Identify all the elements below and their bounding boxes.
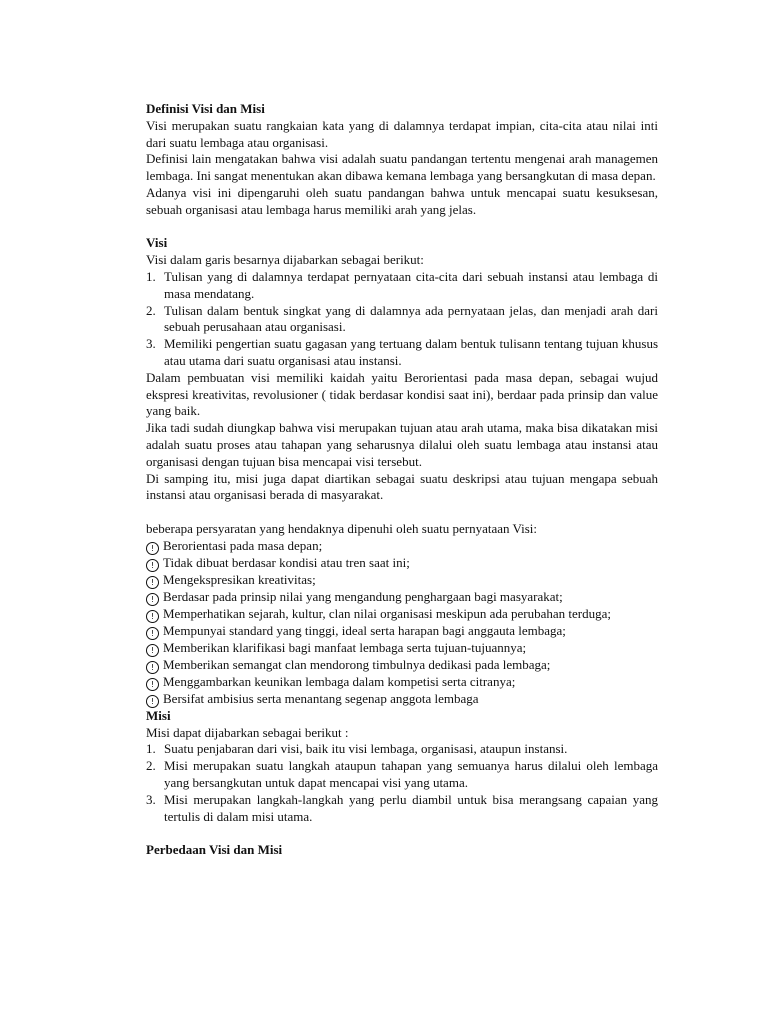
list-item xyxy=(146,589,658,606)
exclamation-circle-icon: ! xyxy=(146,678,159,691)
list-item-text: Bersifat ambisius serta menantang segenap anggota lembaga xyxy=(163,690,479,706)
list-number: 3. xyxy=(146,791,156,807)
spacer xyxy=(146,219,658,236)
paragraph: Jika tadi sudah diungkap bahwa visi merupakan tujuan atau arah utama, maka bisa dikatakan misi adalah suatu proses atau tahapan yang seharusnya dilalui oleh suatu lembaga atau instansi atau organisasi dengan tujuan bisa mencapai visi tersebut. xyxy=(146,420,658,469)
exclamation-circle-icon: ! xyxy=(146,695,159,708)
exclamation-circle-icon: ! xyxy=(146,576,159,589)
list-item xyxy=(146,640,658,657)
list-number: 1. xyxy=(146,741,156,757)
misi-numbered-list xyxy=(146,741,658,825)
list-item-text: Memperhatikan sejarah, kultur, clan nilai organisasi meskipun ada perubahan terduga; xyxy=(163,605,611,621)
list-item xyxy=(146,606,658,623)
list-number: 2. xyxy=(146,302,156,318)
section-title-definisi: Definisi Visi dan Misi xyxy=(146,101,265,116)
exclamation-circle-icon: ! xyxy=(146,593,159,606)
requirements-list xyxy=(146,538,658,708)
list-item xyxy=(146,623,658,640)
list-number: 1. xyxy=(146,268,156,284)
list-item-text: Berdasar pada prinsip nilai yang mengandung penghargaan bagi masyarakat; xyxy=(163,588,563,604)
requirements-intro: beberapa persyaratan yang hendaknya dipenuhi oleh suatu pernyataan Visi: xyxy=(146,520,538,536)
list-item-text: Memberikan semangat clan mendorong timbulnya dedikasi pada lembaga; xyxy=(163,656,551,672)
exclamation-circle-icon: ! xyxy=(146,644,159,657)
list-item xyxy=(146,555,658,572)
list-item-text: Mempunyai standard yang tinggi, ideal serta harapan bagi anggauta lembaga; xyxy=(163,622,566,638)
list-item-text: Suatu penjabaran dari visi, baik itu visi lembaga, organisasi, ataupun instansi. xyxy=(164,741,568,757)
paragraph: Di samping itu, misi juga dapat diartikan sebagai suatu deskripsi atau tujuan mengapa sebuah instansi atau organisasi berada di masyarakat. xyxy=(146,470,658,503)
list-item xyxy=(146,303,658,337)
visi-numbered-list xyxy=(146,269,658,370)
list-item-text: Tidak dibuat berdasar kondisi atau tren saat ini; xyxy=(163,554,410,570)
list-item-text: Berorientasi pada masa depan; xyxy=(163,537,323,553)
list-item xyxy=(146,674,658,691)
list-number: 2. xyxy=(146,758,156,774)
section-title-perbedaan: Perbedaan Visi dan Misi xyxy=(146,842,283,858)
list-item xyxy=(146,538,658,555)
section-title-misi: Misi xyxy=(146,707,171,723)
list-item-text: Misi merupakan langkah-langkah yang perlu diambil untuk bisa merangsang capaian yang tertulis di dalam misi utama. xyxy=(164,791,658,824)
list-item-text: Tulisan yang di dalamnya terdapat pernyataan cita-cita dari sebuah instansi atau lembaga di masa mendatang. xyxy=(164,268,658,301)
list-item xyxy=(146,758,658,792)
list-item xyxy=(146,741,658,758)
list-item-text: Mengekspresikan kreativitas; xyxy=(163,571,316,587)
list-item-text: Tulisan dalam bentuk singkat yang di dalamnya ada pernyataan jelas, dan menjadi arah dari sebuah perusahaan atau organisasi. xyxy=(164,302,658,335)
list-number: 3. xyxy=(146,336,156,352)
spacer xyxy=(146,825,658,842)
paragraph: Adanya visi ini dipengaruhi oleh suatu pandangan bahwa untuk mencapai suatu kesuksesan, sebuah organisasi atau lembaga harus memiliki arah yang jelas. xyxy=(146,184,658,217)
exclamation-circle-icon: ! xyxy=(146,559,159,572)
section-title-visi: Visi xyxy=(146,235,168,251)
exclamation-circle-icon: ! xyxy=(146,627,159,640)
spacer xyxy=(146,504,658,521)
list-item-text: Memiliki pengertian suatu gagasan yang tertuang dalam bentuk tulisann tentang tujuan khusus atau utama dari suatu organisasi atau instansi. xyxy=(164,336,658,368)
list-item xyxy=(146,792,658,826)
paragraph: Definisi lain mengatakan bahwa visi adalah suatu pandangan tertentu mengenai arah managemen lembaga. Ini sangat menentukan akan dibawa kemana lembaga yang bersangkutan di masa depan. xyxy=(146,151,658,184)
list-item xyxy=(146,691,658,708)
list-item-text: Memberikan klarifikasi bagi manfaat lembaga serta tujuan-tujuannya; xyxy=(163,639,527,655)
visi-intro: Visi dalam garis besarnya dijabarkan sebagai berikut: xyxy=(146,252,424,268)
paragraph: Dalam pembuatan visi memiliki kaidah yaitu Berorientasi pada masa depan, sebagai wujud ekspresi kreativitas, revolusioner ( tidak berdasar kondisi saat ini), berdaar pada prinsip dan value yang baik. xyxy=(146,369,658,419)
list-item xyxy=(146,269,658,303)
list-item xyxy=(146,657,658,674)
list-item-text: Menggambarkan keunikan lembaga dalam kompetisi serta citranya; xyxy=(163,673,516,689)
list-item xyxy=(146,572,658,589)
paragraph: Visi merupakan suatu rangkaian kata yang di dalamnya terdapat impian, cita-cita atau nilai inti dari suatu lembaga atau organisasi. xyxy=(146,117,658,150)
list-item-text: Misi merupakan suatu langkah ataupun tahapan yang semuanya harus dilalui oleh lembaga yang bersangkutan untuk dapat mencapai visi yang utama. xyxy=(164,758,658,790)
exclamation-circle-icon: ! xyxy=(146,661,159,674)
exclamation-circle-icon: ! xyxy=(146,542,159,555)
list-item xyxy=(146,336,658,370)
misi-intro: Misi dapat dijabarkan sebagai berikut : xyxy=(146,724,349,740)
exclamation-circle-icon: ! xyxy=(146,610,159,623)
